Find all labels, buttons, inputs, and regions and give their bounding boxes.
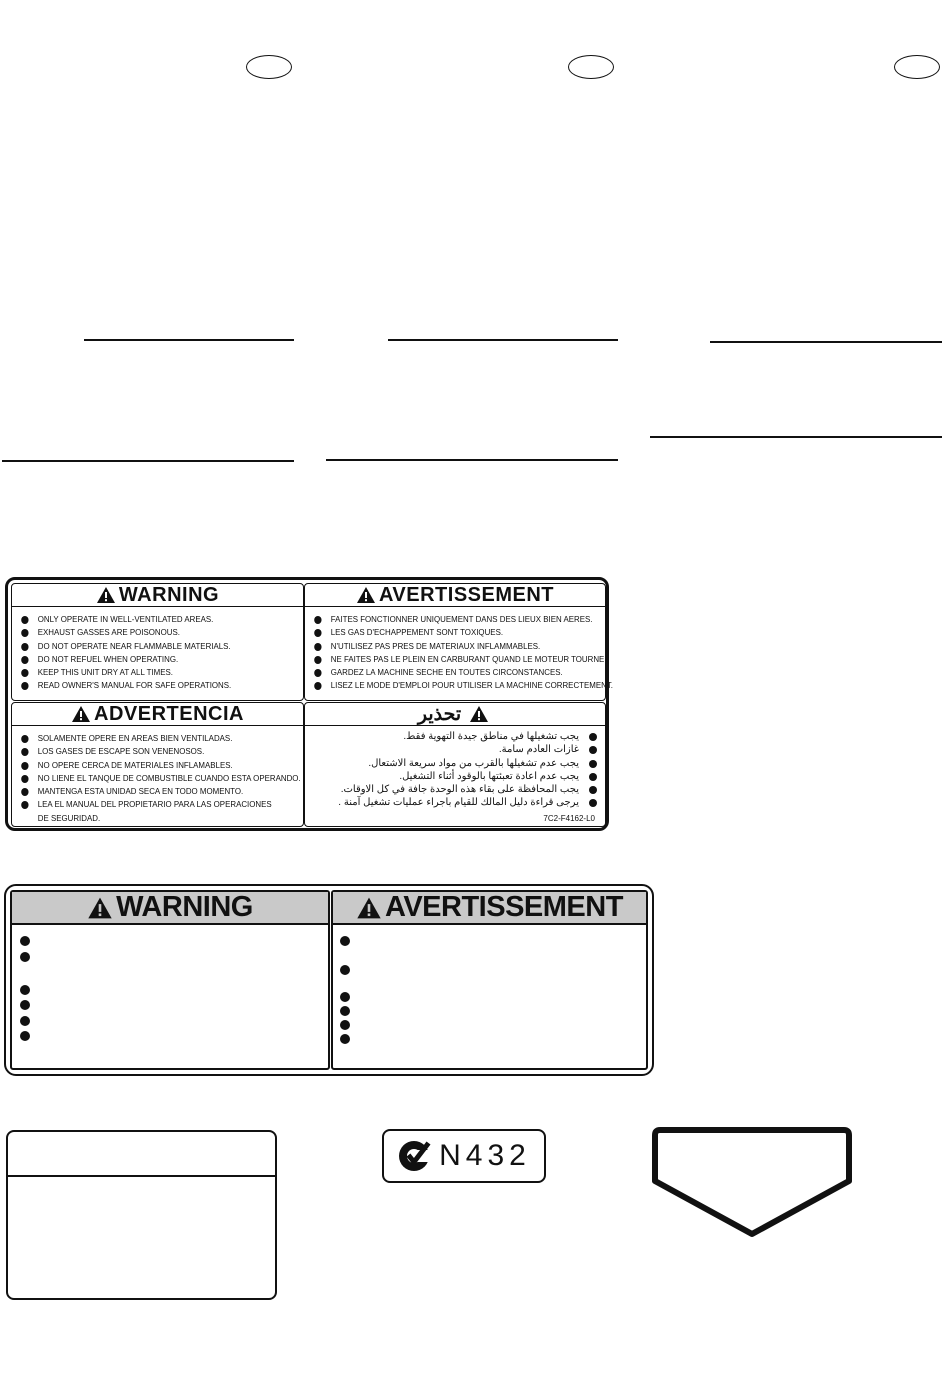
warning-title-en: WARNING (116, 891, 253, 923)
list-item: DO NOT REFUEL WHEN OPERATING. (12, 653, 280, 666)
shield-label-shape (652, 1126, 852, 1238)
warning-title-fr: AVERTISSEMENT (378, 583, 555, 606)
list-item: DO NOT OPERATE NEAR FLAMMABLE MATERIALS. (12, 640, 280, 653)
blank-line (84, 339, 294, 341)
warning-title-en: WARNING (118, 583, 220, 606)
warning-list-es (12, 732, 303, 825)
list-item: FAITES FONCTIONNER UNIQUEMENT DANS DES LIEUX BIEN AERES. (305, 613, 581, 626)
list-item-continuation: DE SEGURIDAD. (37, 812, 101, 823)
list-item: MANTENGA ESTA UNIDAD SECA EN TODO MOMENTO. (12, 785, 280, 798)
list-item: يجب عدم اعادة تعبئتها بالوقود أثناء التشغيل. (305, 770, 605, 783)
warning-panel-es (11, 702, 304, 827)
panel-header (305, 584, 605, 607)
warning-triangle-icon (469, 705, 489, 723)
divider (8, 1175, 275, 1177)
multilingual-warning-label (5, 577, 613, 831)
list-item: NO LIENE EL TANQUE DE COMBUSTIBLE CUANDO ESTA OPERANDO. (12, 772, 280, 785)
list-item: GARDEZ LA MACHINE SECHE EN TOUTES CIRCONSTANCES. (305, 666, 581, 679)
panel-header (12, 584, 303, 607)
list-item: LOS GASES DE ESCAPE SON VENENOSOS. (12, 745, 280, 758)
warning-title-fr: AVERTISSEMENT (385, 891, 623, 923)
list-item: N'UTILISEZ PAS PRES DE MATERIAUX INFLAMMABLES. (305, 640, 581, 653)
list-item: READ OWNER'S MANUAL FOR SAFE OPERATIONS. (12, 679, 280, 692)
blank-line (2, 460, 294, 462)
bullet-dot (20, 985, 30, 995)
panel-header (12, 703, 303, 726)
warning-title-ar: تحذير (417, 703, 462, 725)
warning-triangle-icon (356, 586, 376, 604)
list-item: يجب تشغيلها في مناطق جيدة التهوية فقط. (305, 730, 605, 743)
list-item: EXHAUST GASSES ARE POISONOUS. (12, 626, 280, 639)
bullet-dot (20, 936, 30, 946)
panel-header (12, 892, 328, 925)
warning-panel-fr (304, 583, 613, 701)
list-item: يجب المحافظة على بقاء هذه الوحدة جافة في كل الاوقات. (305, 783, 605, 796)
blank-line (710, 341, 942, 343)
warning-title-es: ADVERTENCIA (94, 702, 244, 725)
list-item: يجب عدم تشغيلها بالقرب من مواد سريعة الاشتعال. (305, 757, 605, 770)
warning-triangle-icon (356, 896, 382, 920)
list-item: KEEP THIS UNIT DRY AT ALL TIMES. (12, 666, 280, 679)
certification-badge (382, 1129, 546, 1183)
list-item: ONLY OPERATE IN WELL-VENTILATED AREAS. (12, 613, 280, 626)
warning-triangle-icon (87, 896, 113, 920)
list-item: SOLAMENTE OPERE EN AREAS BIEN VENTILADAS. (12, 732, 280, 745)
warning-list-ar (305, 730, 605, 810)
list-item: NE FAITES PAS LE PLEIN EN CARBURANT QUAND LE MOTEUR TOURNE. (305, 653, 581, 666)
blank-line (388, 339, 618, 341)
blank-warning-label (4, 884, 654, 1076)
warning-list-fr (305, 613, 613, 693)
panel-header (305, 703, 605, 726)
bullet-dot (340, 1034, 350, 1044)
panel-header (333, 892, 646, 925)
list-item: يرجى قراءة دليل المالك للقيام باجراء عمليات تشغيل آمنة . (305, 796, 605, 809)
circled-marker-right (894, 55, 940, 79)
warning-panel-fr-blank (331, 890, 648, 1070)
bullet-dot (340, 936, 350, 946)
warning-panel-en (11, 583, 304, 701)
bullet-dot (20, 1016, 30, 1026)
bullet-dot (340, 1020, 350, 1030)
blank-line (650, 436, 942, 438)
bullet-dot (340, 1006, 350, 1016)
bullet-dot (20, 1031, 30, 1041)
list-item: LEA EL MANUAL DEL PROPIETARIO PARA LAS OPERACIONES (12, 798, 280, 811)
blank-line (326, 459, 618, 461)
warning-panel-ar (304, 702, 606, 827)
bullet-dot (20, 952, 30, 962)
list-item: LES GAS D'ECHAPPEMENT SONT TOXIQUES. (305, 626, 581, 639)
warning-panel-en-blank (10, 890, 330, 1070)
list-item: LISEZ LE MODE D'EMPLOI POUR UTILISER LA MACHINE CORRECTEMENT. (305, 679, 581, 692)
bullet-dot (340, 992, 350, 1002)
list-item: غازات العادم سامة. (305, 743, 605, 756)
warning-triangle-icon (71, 705, 91, 723)
circled-marker-left (246, 55, 292, 79)
list-item: NO OPERE CERCA DE MATERIALES INFLAMABLES. (12, 759, 280, 772)
circled-marker-center (568, 55, 614, 79)
warning-triangle-icon (96, 586, 116, 604)
certification-number: N432 (439, 1139, 531, 1172)
bullet-dot (340, 965, 350, 975)
bullet-dot (20, 1000, 30, 1010)
c-tick-logo-icon (397, 1139, 431, 1173)
blank-label-box (6, 1130, 277, 1300)
part-code: 7C2-F4162-L0 (543, 814, 595, 823)
warning-list-en (12, 613, 303, 693)
